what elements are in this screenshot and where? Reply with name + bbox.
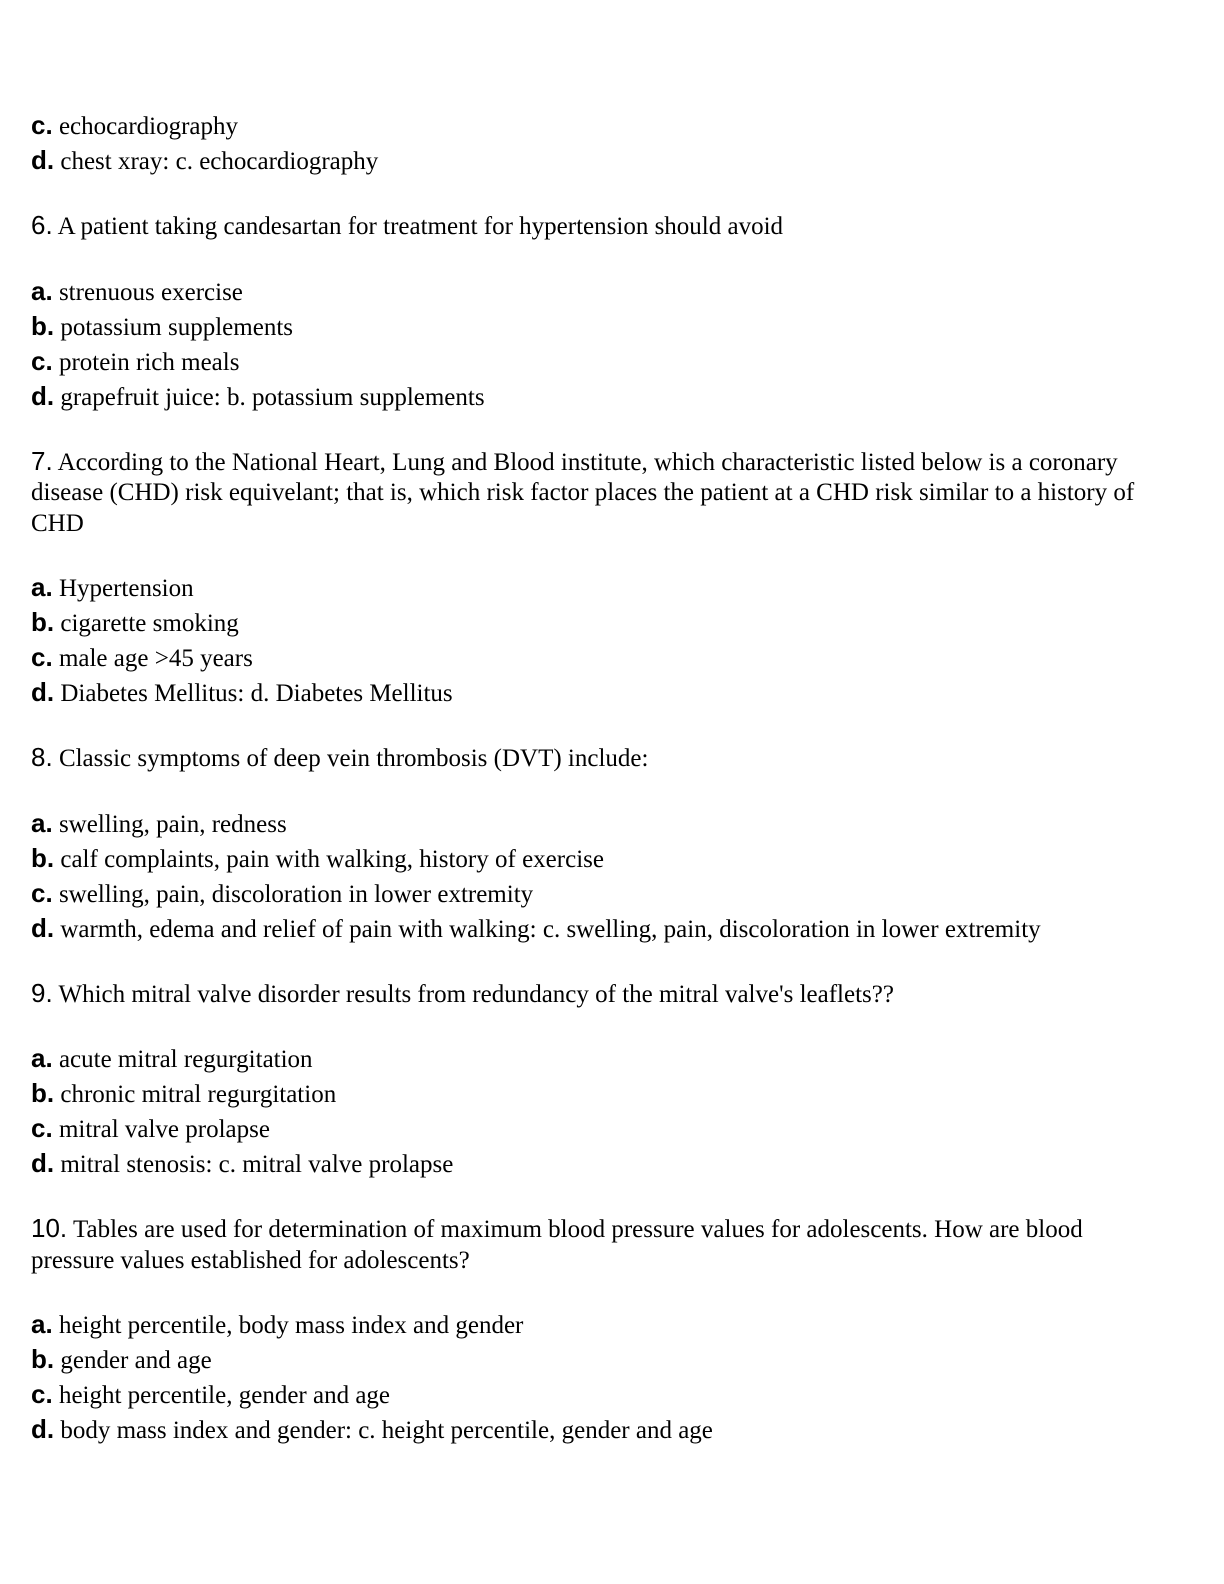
continuation-options bbox=[31, 108, 1201, 178]
option-letter: a. bbox=[31, 807, 53, 838]
option-letter: a. bbox=[31, 1043, 53, 1073]
option-text: protein rich meals bbox=[58, 348, 240, 376]
option-d bbox=[31, 143, 1201, 178]
option-letter: b. bbox=[31, 842, 55, 873]
option-c bbox=[31, 108, 1201, 143]
question-8 bbox=[31, 742, 1201, 946]
option-text: grapefruit juice: b. potassium supplements bbox=[60, 383, 485, 411]
option-text: Classic symptoms of deep vein thrombosis (DVT) include: bbox=[58, 745, 649, 772]
option-text: mitral stenosis: c. mitral valve prolapse bbox=[60, 1151, 454, 1178]
option-letter: d. bbox=[31, 1148, 55, 1178]
question-6 bbox=[31, 210, 1201, 414]
option-text: Tables are used for determination of maximum blood pressure values for adolescents. How are blood pressure values established for adolescents? bbox=[31, 1216, 1083, 1274]
option-d bbox=[31, 911, 1201, 946]
option-text: 8. bbox=[31, 742, 53, 772]
option-letter: c. bbox=[31, 345, 53, 376]
option-letter: d. bbox=[31, 380, 55, 411]
option-letter: b. bbox=[31, 1078, 55, 1108]
option-a bbox=[31, 570, 1201, 605]
option-a bbox=[31, 1041, 1201, 1076]
option-d bbox=[31, 1146, 1201, 1181]
option-text: 6. bbox=[31, 210, 53, 240]
option-b bbox=[31, 309, 1201, 344]
question-7 bbox=[31, 446, 1201, 711]
option-c bbox=[31, 344, 1201, 379]
question-text bbox=[31, 446, 1141, 540]
option-letter: c. bbox=[31, 1379, 53, 1409]
option-letter: c. bbox=[31, 110, 53, 140]
option-text: potassium supplements bbox=[60, 313, 293, 341]
option-a bbox=[31, 806, 1201, 841]
question-9 bbox=[31, 978, 1201, 1182]
option-d bbox=[31, 675, 1201, 710]
option-b bbox=[31, 1342, 1201, 1377]
option-letter: a. bbox=[31, 1309, 53, 1339]
option-letter: d. bbox=[31, 1414, 55, 1444]
option-text: height percentile, gender and age bbox=[58, 1382, 391, 1409]
option-text: mitral valve prolapse bbox=[58, 1116, 270, 1143]
option-text: swelling, pain, discoloration in lower extremity bbox=[58, 880, 534, 908]
option-c bbox=[31, 640, 1201, 675]
question-text bbox=[31, 210, 1141, 243]
option-letter: c. bbox=[31, 1113, 53, 1143]
option-letter: d. bbox=[31, 677, 55, 707]
question-10 bbox=[31, 1213, 1201, 1447]
option-text: height percentile, body mass index and gender bbox=[58, 1312, 524, 1339]
option-letter: b. bbox=[31, 607, 55, 637]
option-text: cigarette smoking bbox=[60, 610, 239, 637]
option-text: body mass index and gender: c. height percentile, gender and age bbox=[60, 1417, 713, 1444]
option-letter: a. bbox=[31, 572, 53, 602]
option-c bbox=[31, 876, 1201, 911]
option-text: echocardiography bbox=[58, 113, 239, 140]
option-text: 10. bbox=[31, 1213, 68, 1243]
option-d bbox=[31, 1412, 1201, 1447]
option-c bbox=[31, 1377, 1201, 1412]
option-text: A patient taking candesartan for treatment for hypertension should avoid bbox=[57, 213, 784, 240]
option-letter: a. bbox=[31, 275, 53, 306]
option-b bbox=[31, 841, 1201, 876]
option-text: According to the National Heart, Lung and Blood institute, which characteristic listed below is a coronary disease (CHD) risk equivelant; that is, which risk factor places the patient at a CHD risk similar to a history of CHD bbox=[31, 448, 1135, 537]
option-letter: b. bbox=[31, 310, 55, 341]
option-b bbox=[31, 605, 1201, 640]
option-a bbox=[31, 1307, 1201, 1342]
option-text: warmth, edema and relief of pain with walking: c. swelling, pain, discoloration in lower extremity bbox=[60, 915, 1041, 943]
question-text bbox=[31, 978, 1141, 1011]
option-letter: c. bbox=[31, 877, 53, 908]
option-letter: b. bbox=[31, 1344, 55, 1374]
option-text: calf complaints, pain with walking, history of exercise bbox=[60, 845, 604, 873]
option-text: Which mitral valve disorder results from redundancy of the mitral valve's leaflets?? bbox=[58, 980, 894, 1008]
option-b bbox=[31, 1076, 1201, 1111]
option-text: 9. bbox=[31, 977, 53, 1008]
option-c bbox=[31, 1111, 1201, 1146]
option-text: chest xray: c. echocardiography bbox=[60, 148, 379, 175]
option-text: chronic mitral regurgitation bbox=[60, 1081, 337, 1108]
option-text: swelling, pain, redness bbox=[58, 810, 287, 838]
option-a bbox=[31, 274, 1201, 309]
option-d bbox=[31, 379, 1201, 414]
option-text: gender and age bbox=[60, 1347, 212, 1374]
option-text: Hypertension bbox=[58, 575, 194, 602]
option-letter: c. bbox=[31, 642, 53, 672]
option-text: 7. bbox=[31, 445, 53, 476]
option-text: strenuous exercise bbox=[58, 278, 243, 306]
option-text: acute mitral regurgitation bbox=[58, 1046, 313, 1073]
question-text bbox=[31, 742, 1141, 775]
document-page bbox=[31, 108, 1201, 1447]
question-text bbox=[31, 1213, 1141, 1276]
option-letter: d. bbox=[31, 912, 55, 943]
option-letter: d. bbox=[31, 145, 55, 175]
option-text: male age >45 years bbox=[58, 645, 253, 672]
option-text: Diabetes Mellitus: d. Diabetes Mellitus bbox=[60, 680, 453, 707]
